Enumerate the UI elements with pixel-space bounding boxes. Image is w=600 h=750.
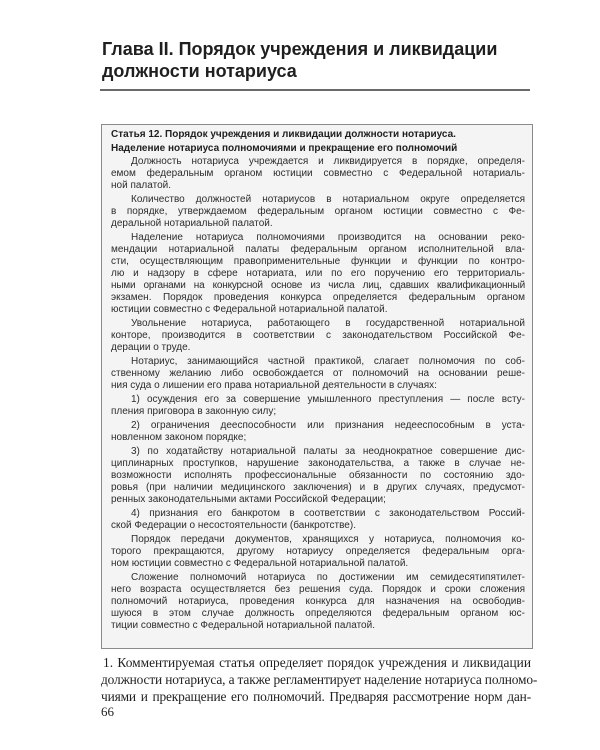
article-line: ном юстиции совместно с Федеральной нотариальной палатой. [111,558,409,569]
article-line: пления приговора в законную силу; [111,406,277,417]
chapter-title-line: Глава II. Порядок учреждения и ликвидации [102,39,498,59]
article-line: него возраста осуществляется без решения суда. Порядок и сроки сложения [111,584,525,595]
article-line: ной палатой. [111,180,171,191]
article-line: торого прекращаются, другому нотариусу определяется федеральным орга- [111,546,525,557]
chapter-divider [100,89,530,91]
article-line: тиции совместно с Федеральной нотариальной палатой. [111,620,375,631]
article-line: полномочий нотариуса, проведения конкурса для назначения на освободив- [111,596,525,607]
article-line: 3) по ходатайству нотариальной палаты за неоднократное совершение дис- [131,446,525,457]
article-line: ской Федерации о несостоятельности (банкротстве). [111,520,356,531]
article-line: 1) осуждения его за совершение умышленного преступления — после всту- [131,394,525,405]
article-line: ренных законодательными актами Российской Федерации; [111,494,386,505]
article-line: экзамен. Порядок проведения конкурса определяется федеральным органом [111,292,525,303]
article-line: конторе, производится в соответствии с законодательством Российской Фе- [111,330,525,341]
article-line: дерации о труде. [111,342,191,353]
article-line: Порядок передачи документов, хранящихся у нотариуса, полномочия ко- [131,534,525,545]
article-line: ственному желанию либо освобождается от полномочий на основании реше- [111,368,525,379]
article-line: юстиции совместно с Федеральной нотариальной палатой. [111,304,388,315]
article-title [111,128,525,156]
article-line: деральной нотариальной палатой. [111,218,273,229]
article-line: в порядке, утверждаемом федеральным органом юстиции совместно с Фе- [111,206,525,217]
article-line: емом федеральным органом юстиции совместно с Федеральной нотариаль- [111,168,525,179]
article-line: Наделение нотариуса полномочиями производится на основании реко- [131,232,525,243]
article-line: Нотариус, занимающийся частной практикой, слагает полномочия по соб- [131,356,525,367]
article-title-line: Статья 12. Порядок учреждения и ликвидации должности нотариуса. [111,129,456,140]
commentary-line: должности нотариуса, а также регламентирует наделение нотариуса полномо- [101,672,538,687]
chapter-title-line: должности нотариуса [102,61,297,81]
article-line: Должность нотариуса учреждается и ликвидируется в порядке, определя- [131,156,525,167]
article-line: Увольнение нотариуса, работающего в государственной нотариальной [131,318,525,329]
article-line: Сложение полномочий нотариуса по достижении им семидесятипятилет- [131,572,525,583]
article-line: 2) ограничения дееспособности или признания недееспособным в уста- [131,420,525,431]
page-number: 66 [101,704,114,719]
commentary-line: чиями и прекращение его полномочий. Предваряя рассмотрение норм дан- [101,689,531,704]
article-line: ными органами на конкурсной основе из числа лиц, сдавших квалификационный [111,280,525,291]
chapter-title [102,38,542,82]
article-line: Количество должностей нотариусов в нотариальном округе определяется [131,194,525,205]
article-line: лю и надзору в сфере нотариата, или по его поручению его территориаль- [111,268,525,279]
article-line: ровья (при наличии медицинского заключения) и в других случаях, предусмот- [111,482,525,493]
article-line: циплинарных проступков, нарушение законодательства, а также в случае не- [111,458,525,469]
article-line: шуюся в этом случае должность определяются федеральным органом юс- [111,608,525,619]
article-line: 4) признания его банкротом в соответствии с законодательством Россий- [131,508,525,519]
article-line: сти, осуществляющим правоприменительные функции и функции по контро- [111,256,525,267]
article-line: ния суда о лишении его права нотариальной деятельности в случаях: [111,380,437,391]
article-title-line: Наделение нотариуса полномочиями и прекращение его полномочий [111,143,458,154]
article-line: возможности исполнять профессиональные обязанности по состоянию здо- [111,470,525,481]
article-line: мендации нотариальной палаты федеральным органом исполнительной вла- [111,244,525,255]
article-line: новленном законом порядке; [111,432,247,443]
commentary-line: 1. Комментируемая статья определяет порядок учреждения и ликвидации [103,655,531,670]
